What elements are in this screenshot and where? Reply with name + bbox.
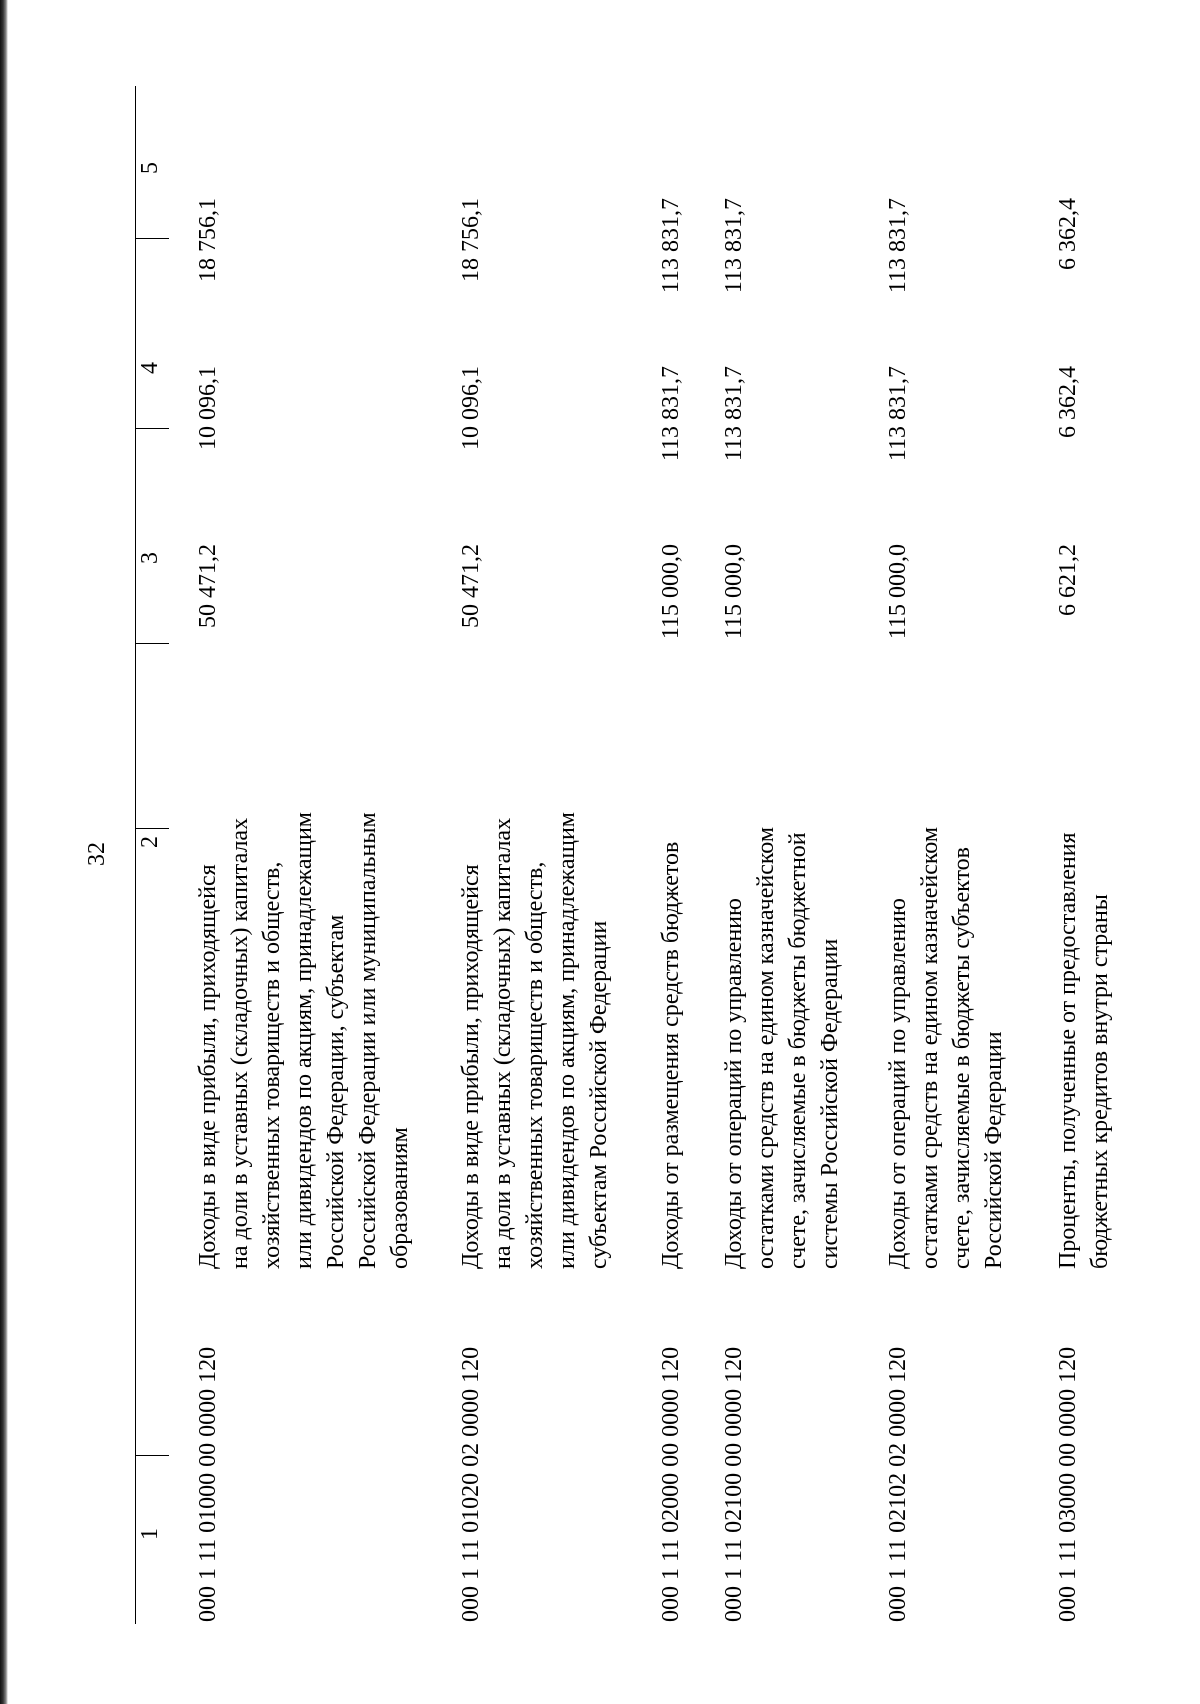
description-line: субъектам Российской Федерации [586, 920, 612, 1269]
description-line: счете, зачисляемые в бюджеты бюджетной [785, 832, 811, 1269]
description-line: системы Российской Федерации [817, 938, 843, 1269]
description-line: Доходы от операций по управлению [885, 898, 911, 1269]
header-col-1: 1 [137, 1528, 163, 1540]
description-line: Доходы от операций по управлению [721, 898, 747, 1269]
header-col-5: 5 [137, 162, 163, 174]
row-value-col4: 113 831,7 [885, 366, 911, 462]
description-line: на доли в уставных (складочных) капиталах [227, 817, 253, 1269]
row-value-col3: 50 471,2 [458, 544, 484, 628]
description-line: Российской Федерации [981, 1031, 1007, 1269]
row-code: 000 1 11 02000 00 0000 120 [658, 1346, 684, 1622]
description-line: хозяйственных товариществ и обществ, [522, 861, 548, 1269]
row-code: 000 1 11 01020 02 0000 120 [458, 1346, 484, 1622]
description-line: счете, зачисляемые в бюджеты субъектов [949, 847, 975, 1269]
description-line: образованиям [387, 1127, 413, 1269]
page-number: 32 [84, 842, 110, 866]
row-value-col5: 6 362,4 [1055, 198, 1081, 270]
row-value-col3: 115 000,0 [721, 544, 747, 640]
column-divider [135, 643, 169, 644]
description-line: Российской Федерации, субъектам [323, 914, 349, 1269]
row-value-col3: 115 000,0 [885, 544, 911, 640]
description-line: остатками средств на едином казначейском [753, 826, 779, 1269]
description-line: Проценты, полученные от предоставления [1055, 832, 1081, 1269]
description-line: Российской Федерации или муниципальным [355, 812, 381, 1269]
table-header-row [135, 0, 169, 1704]
row-value-col5: 18 756,1 [195, 198, 221, 282]
row-value-col4: 113 831,7 [721, 366, 747, 462]
description-line: или дивидендов по акциям, принадлежащим [554, 812, 580, 1269]
row-code: 000 1 11 03000 00 0000 120 [1055, 1346, 1081, 1622]
row-value-col5: 113 831,7 [658, 198, 684, 294]
row-value-col4: 10 096,1 [195, 366, 221, 450]
description-line: Доходы в виде прибыли, приходящейся [458, 864, 484, 1269]
description-line: Доходы в виде прибыли, приходящейся [195, 864, 221, 1269]
row-code: 000 1 11 01000 00 0000 120 [195, 1346, 221, 1622]
row-value-col5: 113 831,7 [885, 198, 911, 294]
header-col-3: 3 [137, 552, 163, 564]
row-code: 000 1 11 02102 02 0000 120 [885, 1346, 911, 1622]
description-line: на доли в уставных (складочных) капиталах [490, 817, 516, 1269]
row-value-col3: 115 000,0 [658, 544, 684, 640]
description-line: Доходы от размещения средств бюджетов [658, 841, 684, 1269]
description-line: хозяйственных товариществ и обществ, [259, 861, 285, 1269]
header-col-2: 2 [137, 836, 163, 848]
row-value-col4: 113 831,7 [658, 366, 684, 462]
description-line: или дивидендов по акциям, принадлежащим [291, 812, 317, 1269]
row-value-col3: 50 471,2 [195, 544, 221, 628]
row-code: 000 1 11 02100 00 0000 120 [721, 1346, 747, 1622]
row-value-col3: 6 621,2 [1055, 544, 1081, 616]
column-divider [135, 1455, 169, 1456]
description-line: бюджетных кредитов внутри страны [1087, 894, 1113, 1269]
header-col-4: 4 [137, 362, 163, 374]
row-value-col5: 18 756,1 [458, 198, 484, 282]
column-divider [135, 428, 169, 429]
description-line: остатками средств на едином казначейском [917, 826, 943, 1269]
row-value-col5: 113 831,7 [721, 198, 747, 294]
row-description [192, 469, 416, 1269]
row-value-col4: 10 096,1 [458, 366, 484, 450]
row-value-col4: 6 362,4 [1055, 366, 1081, 438]
column-divider [135, 238, 169, 239]
